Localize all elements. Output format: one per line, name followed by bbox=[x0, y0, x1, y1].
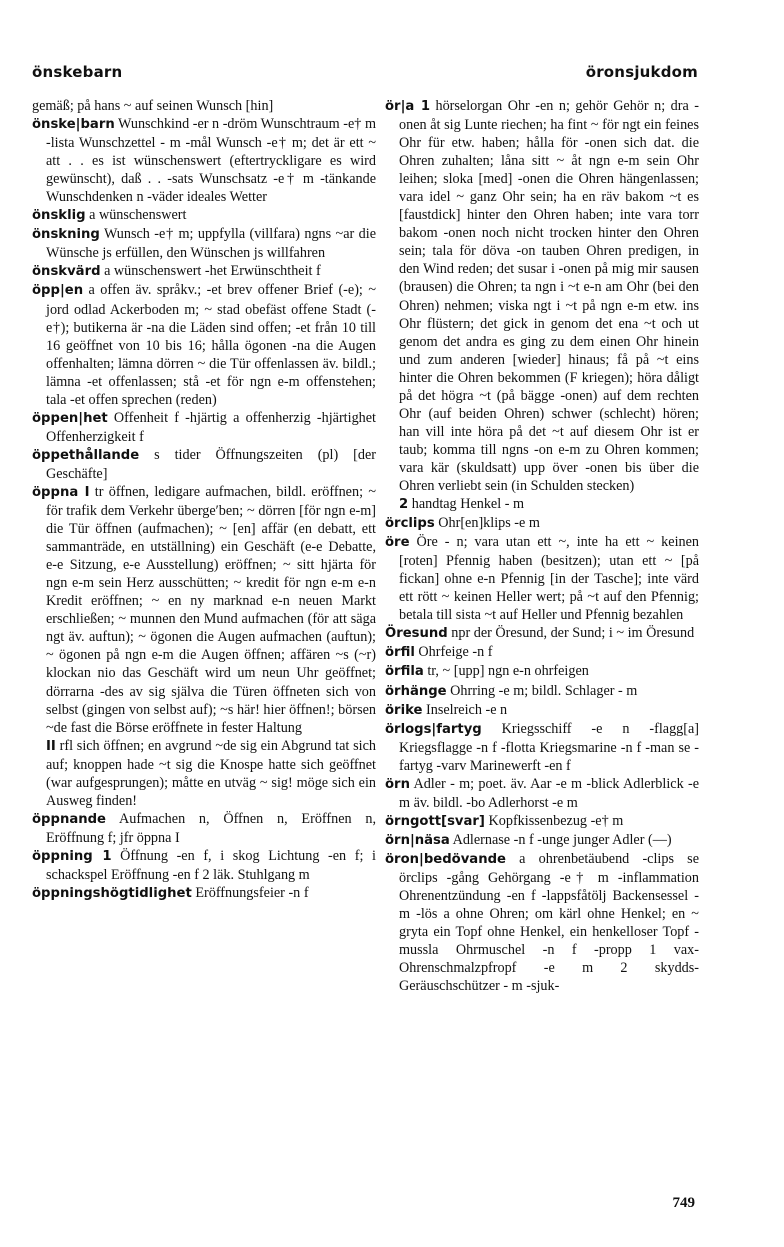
entry-headword: ör|a 1 bbox=[385, 99, 430, 114]
entry-definition: rfl sich öffnen; en avgrund ~de sig ein Abgrund tat sich auf; knoppen hade ~t sig die Knospe hatte sich geöffnet (war aufgesprungen); måtte en utväg ~ sig! möge sich ein Ausweg finden! bbox=[46, 737, 376, 809]
dictionary-entry bbox=[32, 446, 376, 483]
entry-headword: öppen|het bbox=[32, 410, 108, 426]
dictionary-entry bbox=[385, 662, 699, 681]
dictionary-entry bbox=[385, 643, 699, 662]
entry-headword: önsklig bbox=[32, 208, 86, 224]
entry-headword: öpp|en bbox=[32, 283, 84, 299]
entry-definition: tr öffnen, ledigare aufmachen, bildl. eröffnen; ~ för trafik dem Verkehr übergeʹben; ~ dörren [för ngn e-m] die Tür öffnen (aufmachen); ~ [en] affär (en debatt, ett sammanträde, en utställning) ein Geschäft (e-e Debatte, e-e Sitzung, e-e Ausstellung) eröffnen; ~ sitt hjärta för ngn e-m sein Herz ausschütten; ~ kredit för ngn e-m e-n Kredit eröffnen; ~ en ny marknad e-n neuen Markt erschließen; ~ munnen den Mund aufmachen (för att säga ngt äv. auftun); ~ ögonen die Augen aufmachen (auftun); ~ ögonen på ngn e-m die Augen öffnen; affären ~s (~r) klockan nio das Geschäft wird um neun Uhr geöffnet; dörrarna -des av sig själva die Türen öffneten sich von selbst (gingen von selbst auf); ~s här! hier öffnen!; börsen ~de fast die Börse eröffnete in fester Haltung bbox=[46, 483, 376, 736]
entry-headword: öppnande bbox=[32, 811, 106, 827]
dictionary-entry bbox=[32, 225, 376, 262]
running-head-left: önskebarn bbox=[32, 63, 123, 81]
entry-definition: Inselreich -e n bbox=[422, 701, 508, 718]
dictionary-entry bbox=[385, 682, 699, 701]
entry-definition: Wunsch -e† m; uppfylla (villfara) ngns ~ar die Wünsche js erfüllen, den Wünschen js willfahren bbox=[46, 226, 376, 262]
dictionary-entry bbox=[32, 884, 376, 903]
dictionary-entry bbox=[32, 262, 376, 281]
entry-definition: a wünschenswert -het Erwünschtheit f bbox=[100, 263, 321, 280]
dictionary-entry bbox=[32, 115, 376, 206]
left-column bbox=[32, 97, 376, 903]
entry-definition: Kriegsschiff -e n -flagg[a] Kriegsflagge -n f -flotta Kriegsmarine -n f -man se -fartyg -varv Marinewerft -en f bbox=[399, 720, 699, 774]
dictionary-entry bbox=[32, 409, 376, 446]
entry-headword: öron|bedövande bbox=[385, 851, 506, 867]
dictionary-entry bbox=[385, 812, 699, 831]
entry-definition: tr, ~ [upp] ngn e-n ohrfeigen bbox=[423, 663, 589, 680]
entry-definition: Offenheit f -hjärtig a offenherzig -hjärtighet Offenherzigkeit f bbox=[46, 409, 376, 445]
entry-headword: örfila bbox=[385, 664, 424, 680]
entry-definition: gemäß; på hans ~ auf seinen Wunsch [hin] bbox=[32, 98, 274, 114]
entry-headword: örngott[svar] bbox=[385, 813, 485, 829]
entry-headword: örn bbox=[385, 776, 410, 792]
entry-headword: örn|näsa bbox=[385, 832, 450, 848]
entry-headword: önske|barn bbox=[32, 117, 115, 133]
entry-definition: a wünschenswert bbox=[85, 207, 187, 224]
dictionary-entry bbox=[385, 850, 699, 995]
dictionary-entry bbox=[32, 847, 376, 884]
entry-definition: hörselorgan Ohr -en n; gehör Gehör n; dra -onen åt sig Lunte riechen; ha fint ~ för ngt ein feines Ohr für etw. haben; hålla för -onen sich dat. die Ohren zuhalten; låna sitt ~ åt ngn e-m sein Ohr leihen; sloka [med] -onen die Ohren hängenlassen; vara idel ~ ganz Ohr sein; ha en räv bakom ~t es [faustdick] hinter den Ohren haben; inte vara torr bakom -onen noch nicht trocken hinter den Ohren sein; tala för döva -on tauben Ohren predigen, in den Wind reden; det susar i -onen på mig mir sausen (brausen) die Ohren; ta ngn i ~t e-n am Ohr (bei den Ohren) nehmen; viska ngt i ~t på ngn e-m etw. ins Ohr flüstern; det gick in genom det ena ~t och ut genom det andra es ging zu dem einen Ohr hinein und zum anderen [wieder] hinaus; få på ~t eins hinter die Ohren bekommen (F kriegen); höra dåligt på det högra ~t (på bägge -onen) auf dem rechten Ohr (auf beiden Ohren) schwer (schlecht) hören; han vill inte höra på det ~t auf diesem Ohr ist er taub; komma till ngns -on e-m zu Ohren kommen; vara kär (skuldsatt) upp över -onen bis über die Ohren verliebt sein (in Schulden stecken) bbox=[399, 98, 699, 494]
right-column bbox=[385, 97, 699, 995]
entry-headword: öppethållande bbox=[32, 447, 140, 463]
dictionary-entry bbox=[32, 97, 376, 115]
entry-definition: Adler - m; poet. äv. Aar -e m -blick Adlerblick -e m äv. bildl. -bo Adlerhorst -e m bbox=[399, 775, 699, 811]
dictionary-entry bbox=[385, 701, 699, 720]
dictionary-entry bbox=[385, 97, 699, 495]
entry-headword: örclips bbox=[385, 516, 435, 532]
entry-headword: öre bbox=[385, 535, 410, 551]
entry-headword: Öresund bbox=[385, 626, 448, 642]
entry-definition: s tider Öffnungszeiten (pl) [der Geschäfte] bbox=[46, 446, 376, 482]
dictionary-subentry bbox=[32, 737, 376, 810]
entry-headword: önskning bbox=[32, 227, 100, 243]
entry-definition: Wunschkind -er n -dröm Wunschtraum -e† m -lista Wunschzettel - m -mål Wunsch -e† m; det är ett ~ att . . es ist wünschenswert (eftertryckligare es wird gewünscht), daß . . -sats Wunschsatz -e† m -tänkande Wunschdenken n -väder ideales Wetter bbox=[46, 116, 376, 206]
entry-headword: öppna I bbox=[32, 484, 90, 500]
entry-headword: öppning 1 bbox=[32, 848, 112, 864]
entry-definition: Eröffnungsfeier -n f bbox=[191, 885, 309, 902]
dictionary-entry bbox=[32, 206, 376, 225]
dictionary-entry bbox=[32, 810, 376, 847]
entry-headword: 2 bbox=[399, 497, 409, 513]
entry-definition: a offen äv. språkv.; -et brev offener Brief (-e); ~ jord odlad Ackerboden m; ~ stad obefäst offene Stadt (-e†); butikerna är -na die Läden sind offen; -et från 10 till 16 geöffnet von 10 bis 16; hålla ögonen -na die Augen offenhalten; lämna dörren ~ die Tür offenlassen äv. bildl.; lämna -et offenlassen; stå -et för ngn e-m offenstehen; tala -et offen sprechen (reden) bbox=[46, 282, 376, 408]
entry-headword: örfil bbox=[385, 645, 415, 661]
entry-headword: örike bbox=[385, 702, 423, 718]
page-number: 749 bbox=[672, 1195, 695, 1211]
dictionary-entry bbox=[385, 720, 699, 775]
entry-definition: Adlernase -n f -unge junger Adler (—) bbox=[449, 831, 672, 848]
dictionary-entry bbox=[32, 281, 376, 408]
dictionary-entry bbox=[385, 775, 699, 812]
entry-definition: Kopfkissenbezug -e† m bbox=[484, 812, 624, 829]
entry-definition: Öffnung -en f, i skog Lichtung -en f; i schackspel Eröffnung -en f 2 läk. Stuhlgang m bbox=[46, 847, 377, 883]
entry-definition: Öre - n; vara utan ett ~, inte ha ett ~ keinen [roten] Pfennig haben (besitzen); utan ett ~ [på fickan] ohne e-n Pfennig [in der Tasche]; inte värd ett rött ~ keinen Heller wert; på ~t auf den Pfennig; betala till sista ~t auf Heller und Pfennig bezahlen bbox=[399, 534, 699, 624]
dictionary-subentry bbox=[385, 495, 699, 514]
entry-definition: Ohr[en]klips -e m bbox=[434, 515, 540, 532]
dictionary-entry bbox=[385, 514, 699, 533]
entry-definition: Aufmachen n, Öffnen n, Eröffnen n, Eröffnung f; jfr öppna I bbox=[46, 810, 376, 846]
entry-headword: II bbox=[46, 738, 56, 754]
running-head-right: öronsjukdom bbox=[585, 63, 698, 81]
entry-definition: Ohrring -e m; bildl. Schlager - m bbox=[446, 682, 638, 699]
entry-definition: npr der Öresund, der Sund; i ~ im Öresund bbox=[447, 625, 695, 642]
entry-headword: öppningshögtidlighet bbox=[32, 886, 192, 902]
dictionary-entry bbox=[385, 533, 699, 624]
dictionary-entry bbox=[385, 624, 699, 643]
entry-definition: handtag Henkel - m bbox=[408, 496, 525, 513]
entry-headword: örhänge bbox=[385, 683, 447, 699]
entry-headword: örlogs|fartyg bbox=[385, 721, 482, 737]
entry-headword: önskvärd bbox=[32, 264, 101, 280]
entry-definition: Ohrfeige -n f bbox=[414, 644, 493, 661]
dictionary-entry bbox=[32, 483, 376, 737]
entry-definition: a ohrenbetäubend -clips se örclips -gång Gehörgang -e† m -inflammation Ohrenentzündung -en f -lappsfåtölj Backensessel - m -lös a ohne Ohren; om kärl ohne Henkel; en ~ gryta ein Topf ohne Henkel, ein henkelloser Topf -mussla Ohrmuschel -n f -propp 1 vax- Ohrenschmalzpfropf -e m 2 skydds- Geräuschschützer - m -sjuk- bbox=[399, 850, 699, 995]
dictionary-entry bbox=[385, 831, 699, 850]
